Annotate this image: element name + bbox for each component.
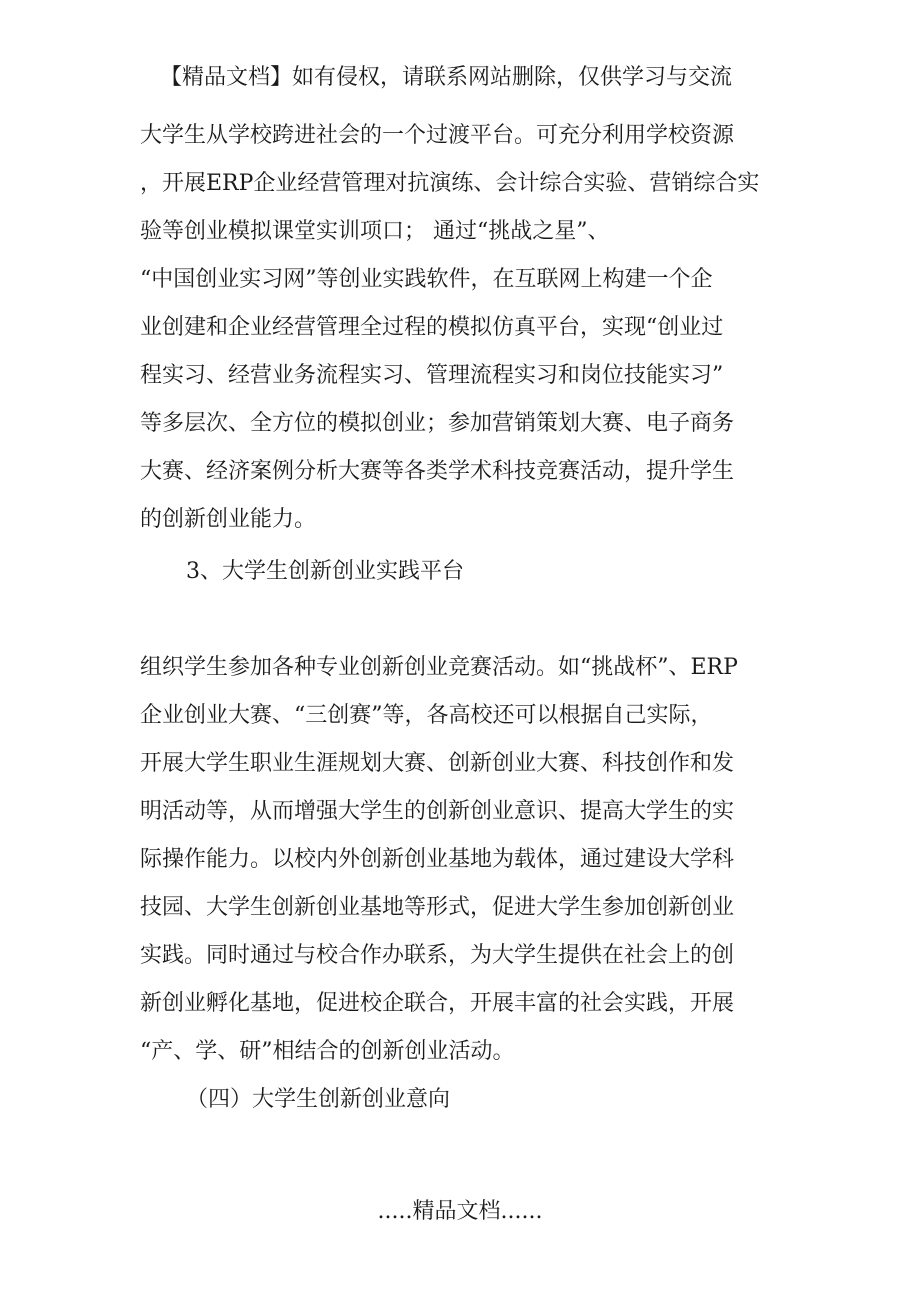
paragraph-line: 程实习、经营业务流程实习、管理流程实习和岗位技能实习”: [140, 363, 724, 388]
paragraph-line: 新创业孵化基地，促进校企联合，开展丰富的社会实践，开展: [140, 991, 735, 1016]
paragraph-line: 大学生从学校跨进社会的一个过渡平台。可充分利用学校资源: [140, 123, 735, 148]
paragraph-platform-simulation: [140, 112, 780, 544]
paragraph-line: 企业创业大赛、“三创赛”等，各高校还可以根据自己实际，: [140, 703, 713, 728]
paragraph-line: 际操作能力。以校内外创新创业基地为载体，通过建设大学科: [140, 847, 735, 872]
paragraph-line: 组织学生参加各种专业创新创业竞赛活动。如“挑战杯”、ERP: [140, 655, 738, 680]
document-header: 【精品文档】如有侵权，请联系网站删除，仅供学习与交流: [160, 65, 733, 90]
paragraph-line: “中国创业实习网”等创业实践软件，在互联网上构建一个企: [140, 267, 713, 292]
document-footer: .....精品文档......: [377, 1199, 543, 1224]
paragraph-line: 业创建和企业经营管理全过程的模拟仿真平台，实现“创业过: [140, 315, 724, 340]
paragraph-line: “产、学、研”相结合的创新创业活动。: [140, 1039, 515, 1064]
paragraph-line: 技园、大学生创新创业基地等形式，促进大学生参加创新创业: [140, 895, 735, 920]
paragraph-line: ，开展ERP企业经营管理对抗演练、会计综合实验、营销综合实: [140, 171, 760, 196]
paragraph-line: 的创新创业能力。: [140, 507, 317, 532]
paragraph-line: 等多层次、全方位的模拟创业；参加营销策划大赛、电子商务: [140, 411, 735, 436]
paragraph-line: 大赛、经济案例分析大赛等各类学术科技竞赛活动，提升学生: [140, 459, 735, 484]
paragraph-line: 开展大学生职业生涯规划大赛、创新创业大赛、科技创作和发: [140, 751, 735, 776]
paragraph-line: 验等创业模拟课堂实训项口； 通过“挑战之星”、: [140, 219, 610, 244]
paragraph-line: 明活动等，从而增强大学生的创新创业意识、提高大学生的实: [140, 799, 735, 824]
section-heading-intention: （四）大学生创新创业意向: [186, 1087, 451, 1112]
section-heading-practice-platform: 3、大学生创新创业实践平台: [186, 559, 464, 584]
paragraph-line: 实践。同时通过与校合作办联系，为大学生提供在社会上的创: [140, 943, 735, 968]
paragraph-practice-platform: [140, 644, 780, 1076]
